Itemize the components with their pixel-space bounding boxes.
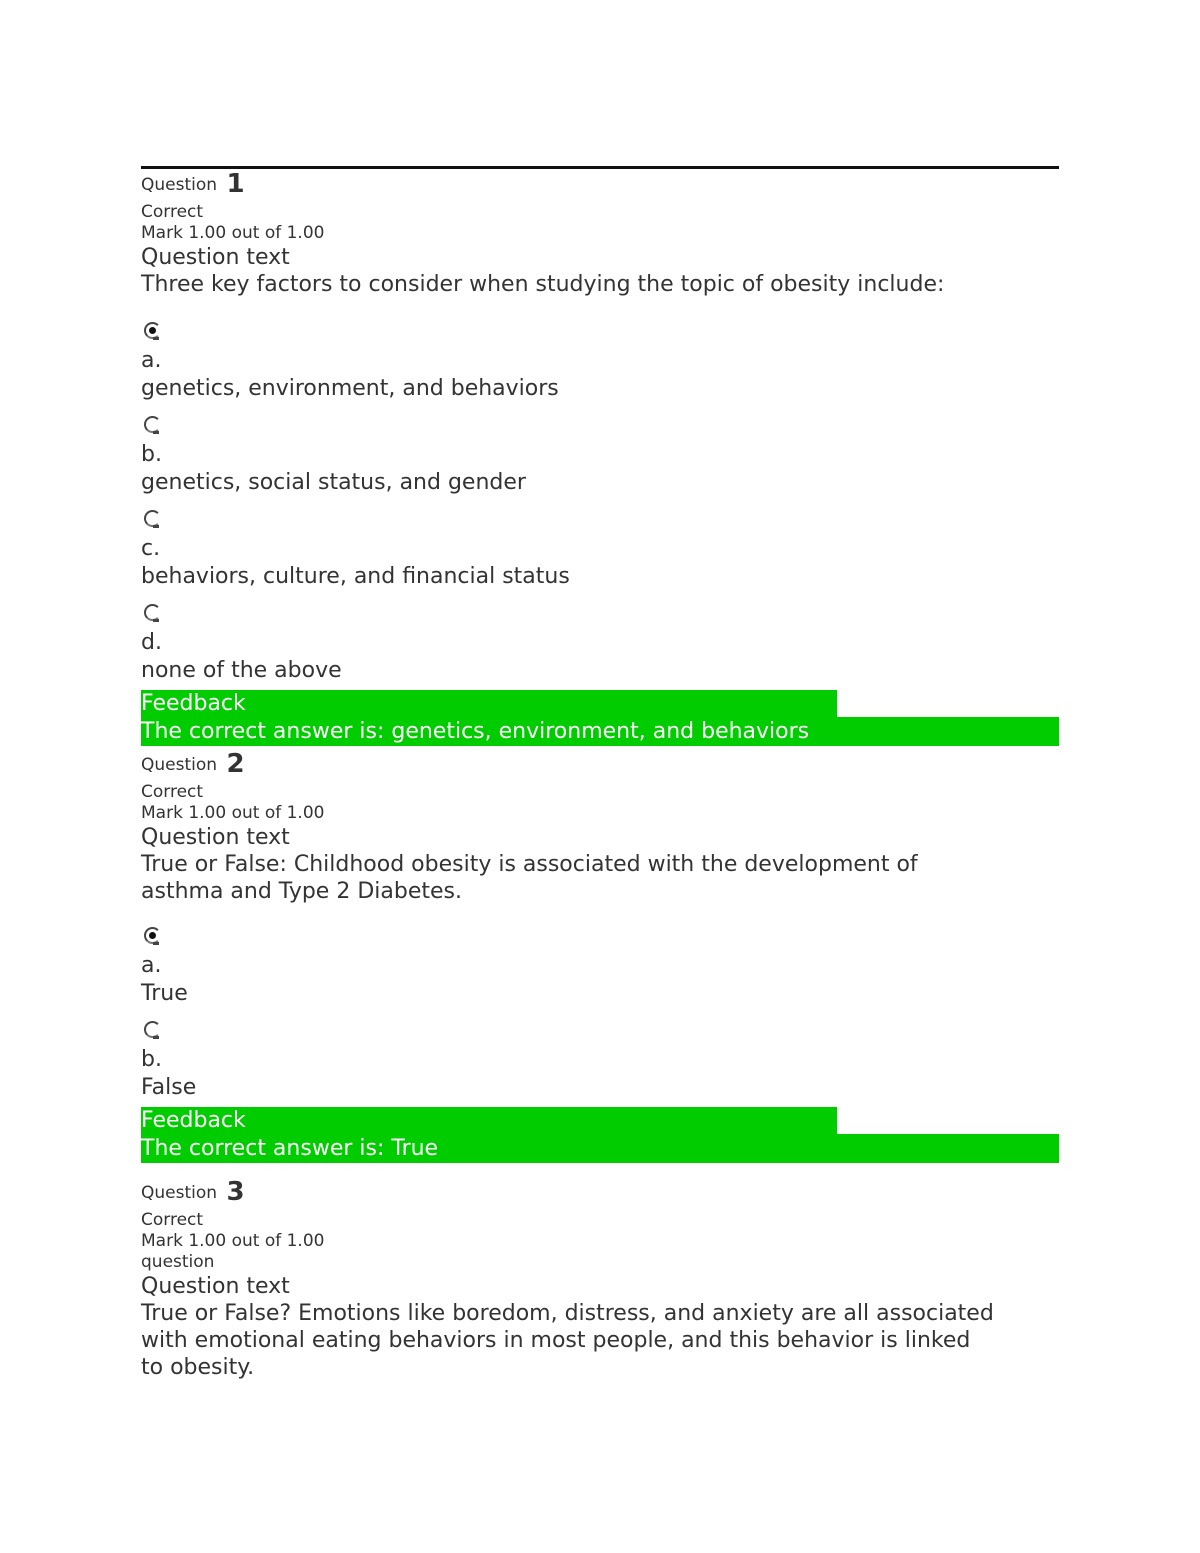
question-mark: Mark 1.00 out of 1.00 bbox=[141, 223, 325, 243]
question-text-label: Question text bbox=[141, 1274, 290, 1299]
option-letter: a. bbox=[141, 953, 162, 978]
option-b[interactable] bbox=[141, 1021, 1059, 1101]
radio-icon[interactable] bbox=[144, 510, 161, 527]
question-label: Question bbox=[141, 175, 218, 195]
question-state: Correct bbox=[141, 202, 204, 222]
option-letter: b. bbox=[141, 1047, 162, 1072]
option-letter: d. bbox=[141, 630, 162, 655]
question-mark: Mark 1.00 out of 1.00 bbox=[141, 1231, 325, 1251]
option-text: behaviors, culture, and financial status bbox=[141, 564, 570, 589]
feedback-label: Feedback bbox=[141, 690, 837, 717]
option-text: False bbox=[141, 1075, 197, 1100]
option-letter: a. bbox=[141, 348, 162, 373]
question-number: 1 bbox=[226, 169, 245, 199]
question-text: Three key factors to consider when studying the topic of obesity include: bbox=[141, 272, 945, 297]
question-3 bbox=[141, 1177, 1059, 1381]
question-text-label: Question text bbox=[141, 825, 290, 850]
question-2 bbox=[141, 749, 1059, 1163]
radio-icon[interactable] bbox=[144, 604, 161, 621]
question-header bbox=[141, 169, 1059, 199]
option-a[interactable] bbox=[141, 322, 1059, 402]
feedback-answer: The correct answer is: True bbox=[141, 1134, 1059, 1163]
radio-selected-icon[interactable] bbox=[144, 927, 161, 944]
option-letter: c. bbox=[141, 536, 161, 561]
question-state: Correct bbox=[141, 1210, 204, 1230]
question-text-label: Question text bbox=[141, 245, 290, 270]
question-label: Question bbox=[141, 755, 218, 775]
question-1 bbox=[141, 169, 1059, 746]
feedback-answer: The correct answer is: genetics, environment, and behaviors bbox=[141, 717, 1059, 746]
option-text: genetics, environment, and behaviors bbox=[141, 376, 559, 401]
question-label: Question bbox=[141, 1183, 218, 1203]
question-header bbox=[141, 749, 1059, 779]
option-text: genetics, social status, and gender bbox=[141, 470, 526, 495]
radio-icon[interactable] bbox=[144, 1021, 161, 1038]
question-extra: question bbox=[141, 1252, 215, 1272]
question-number: 3 bbox=[226, 1177, 245, 1207]
option-letter: b. bbox=[141, 442, 162, 467]
radio-icon[interactable] bbox=[144, 416, 161, 433]
question-text-line-2: asthma and Type 2 Diabetes. bbox=[141, 879, 462, 904]
question-text-line-1: True or False: Childhood obesity is associated with the development of bbox=[141, 852, 918, 877]
question-mark: Mark 1.00 out of 1.00 bbox=[141, 803, 325, 823]
header-rule bbox=[141, 166, 1059, 169]
question-number: 2 bbox=[226, 749, 245, 779]
question-text-line-3: to obesity. bbox=[141, 1355, 255, 1380]
option-a[interactable] bbox=[141, 927, 1059, 1007]
question-text-line-1: True or False? Emotions like boredom, distress, and anxiety are all associated bbox=[141, 1301, 994, 1326]
question-state: Correct bbox=[141, 782, 204, 802]
question-header bbox=[141, 1177, 1059, 1207]
option-text: True bbox=[141, 981, 188, 1006]
option-c[interactable] bbox=[141, 510, 1059, 590]
radio-selected-icon[interactable] bbox=[144, 322, 161, 339]
feedback-label: Feedback bbox=[141, 1107, 837, 1134]
option-d[interactable] bbox=[141, 604, 1059, 684]
question-text-line-2: with emotional eating behaviors in most people, and this behavior is linked bbox=[141, 1328, 971, 1353]
option-b[interactable] bbox=[141, 416, 1059, 496]
option-text: none of the above bbox=[141, 658, 342, 683]
